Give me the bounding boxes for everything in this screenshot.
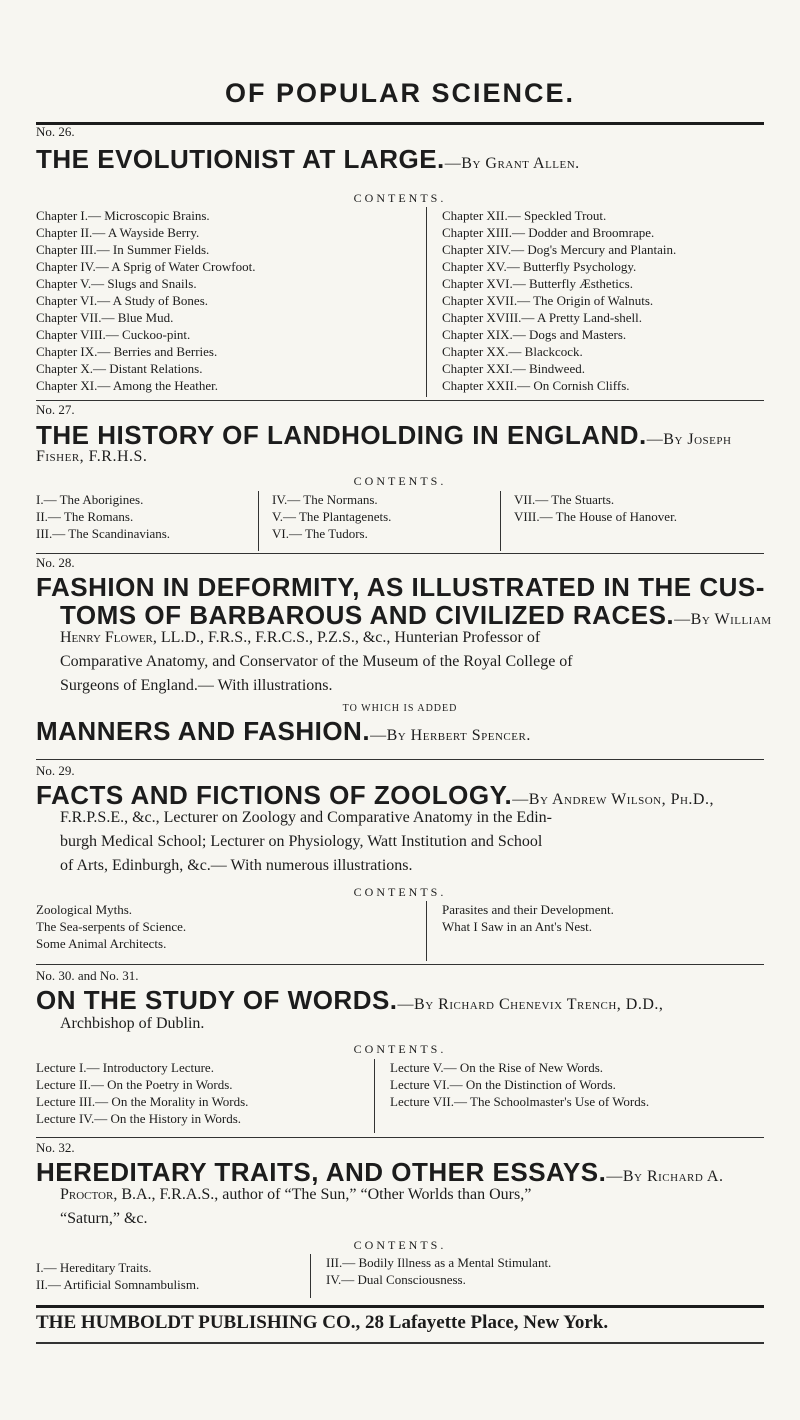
contents-column — [442, 901, 614, 935]
contents-column — [36, 1259, 199, 1293]
contents-heading: CONTENTS. — [353, 1238, 447, 1252]
column-divider — [258, 491, 259, 551]
book-author: —By Grant Allen. — [444, 155, 580, 172]
list-item: Chapter XX.— Blackcock. — [442, 344, 583, 359]
column-divider — [426, 207, 427, 397]
book-title: HEREDITARY TRAITS, AND OTHER ESSAYS. — [36, 1157, 607, 1187]
list-item: Chapter XIX.— Dogs and Masters. — [442, 327, 627, 342]
book-title: FACTS AND FICTIONS OF ZOOLOGY. — [36, 780, 513, 810]
list-item: Chapter XIII.— Dodder and Broomrape. — [442, 225, 655, 240]
contents-column — [272, 491, 391, 542]
list-item: Chapter I.— Microscopic Brains. — [36, 208, 210, 223]
book-title-line — [36, 420, 731, 451]
contents-column — [36, 207, 255, 394]
contents-column — [36, 491, 170, 542]
book-title: FASHION IN DEFORMITY, AS ILLUSTRATED IN THE CUS- — [36, 572, 765, 602]
contents-column — [514, 491, 677, 525]
list-item: Lecture VII.— The Schoolmaster's Use of Words. — [390, 1094, 650, 1109]
divider — [36, 1137, 764, 1138]
divider — [36, 964, 764, 965]
author-credentials-line: Comparative Anatomy, and Conservator of the Museum of the Royal College of — [60, 653, 573, 670]
list-item: Lecture VI.— On the Distinction of Words. — [390, 1077, 616, 1092]
list-item: V.— The Plantagenets. — [272, 509, 392, 524]
list-item: Some Animal Architects. — [36, 936, 167, 951]
contents-column — [442, 207, 676, 394]
divider — [36, 122, 764, 125]
description-line: F.R.P.S.E., &c., Lecturer on Zoology and Comparative Anatomy in the Edin- — [60, 809, 552, 826]
list-item: IV.— The Normans. — [272, 492, 378, 507]
page-header: OF POPULAR SCIENCE. — [224, 78, 576, 108]
divider — [36, 553, 764, 554]
book-title: THE HISTORY OF LANDHOLDING IN ENGLAND. — [36, 420, 647, 450]
list-item: I.— The Aborigines. — [36, 492, 144, 507]
author-note-line: “Saturn,” &c. — [60, 1210, 148, 1227]
list-item: Zoological Myths. — [36, 902, 133, 917]
publisher-footer: THE HUMBOLDT PUBLISHING CO., 28 Lafayette Place, New York. — [36, 1312, 609, 1333]
book-description — [60, 806, 780, 878]
contents-heading: CONTENTS. — [353, 474, 447, 488]
list-item: Chapter VII.— Blue Mud. — [36, 310, 174, 325]
book-author: —By Richard A. — [606, 1168, 724, 1185]
list-item: Parasites and their Development. — [442, 902, 614, 917]
book-number: No. 32. — [36, 1140, 75, 1155]
list-item: Chapter II.— A Wayside Berry. — [36, 225, 200, 240]
book-author: —By Andrew Wilson, Ph.D., — [512, 791, 714, 808]
list-item: Chapter XXII.— On Cornish Cliffs. — [442, 378, 630, 393]
list-item: Lecture IV.— On the History in Words. — [36, 1111, 241, 1126]
author-name: Henry Flower — [60, 629, 153, 646]
description-line: of Arts, Edinburgh, &c.— With numerous illustrations. — [60, 857, 413, 874]
contents-heading: CONTENTS. — [353, 191, 447, 205]
list-item: Chapter VIII.— Cuckoo-pint. — [36, 327, 191, 342]
list-item: Lecture II.— On the Poetry in Words. — [36, 1077, 233, 1092]
list-item: Chapter XVII.— The Origin of Walnuts. — [442, 293, 654, 308]
book-author: —By William — [674, 611, 772, 628]
column-divider — [500, 491, 501, 551]
list-item: Chapter XV.— Butterfly Psychology. — [442, 259, 637, 274]
column-divider — [426, 901, 427, 961]
list-item: Lecture I.— Introductory Lecture. — [36, 1060, 214, 1075]
divider — [36, 400, 764, 401]
list-item: Chapter V.— Slugs and Snails. — [36, 276, 197, 291]
column-divider — [374, 1059, 375, 1133]
list-item: IV.— Dual Consciousness. — [326, 1272, 466, 1287]
book-title-line — [36, 144, 580, 175]
book-author-continued: Fisher, F.R.H.S. — [36, 448, 148, 465]
author-note: Archbishop of Dublin. — [60, 1015, 205, 1032]
divider — [36, 1342, 764, 1344]
list-item: Chapter XI.— Among the Heather. — [36, 378, 218, 393]
contents-column — [36, 901, 186, 952]
list-item: What I Saw in an Ant's Nest. — [442, 919, 593, 934]
contents-column — [390, 1059, 649, 1110]
book-title: MANNERS AND FASHION. — [36, 716, 371, 746]
list-item: II.— Artificial Somnambulism. — [36, 1277, 200, 1292]
contents-column — [36, 1059, 248, 1127]
book-number: No. 26. — [36, 124, 75, 139]
book-author: —By Richard Chenevix Trench, D.D., — [397, 996, 664, 1013]
book-author: —By Joseph — [646, 431, 732, 448]
author-name: Proctor — [60, 1186, 114, 1203]
contents-heading: CONTENTS. — [353, 885, 447, 899]
list-item: Chapter XIV.— Dog's Mercury and Plantain. — [442, 242, 677, 257]
added-label: TO WHICH IS ADDED — [342, 703, 458, 714]
list-item: Chapter III.— In Summer Fields. — [36, 242, 210, 257]
book-title: THE EVOLUTIONIST AT LARGE. — [36, 144, 445, 174]
list-item: Chapter XII.— Speckled Trout. — [442, 208, 607, 223]
list-item: Chapter XVI.— Butterfly Æsthetics. — [442, 276, 633, 291]
book-number: No. 28. — [36, 555, 75, 570]
list-item: Lecture V.— On the Rise of New Words. — [390, 1060, 604, 1075]
divider — [36, 759, 764, 760]
list-item: I.— Hereditary Traits. — [36, 1260, 152, 1275]
book-description — [60, 1183, 531, 1231]
column-divider — [310, 1254, 311, 1298]
description-line: burgh Medical School; Lecturer on Physiology, Watt Institution and School — [60, 833, 543, 850]
book-number: No. 30. and No. 31. — [36, 968, 139, 983]
list-item: VIII.— The House of Hanover. — [514, 509, 677, 524]
contents-column — [326, 1254, 551, 1288]
list-item: Chapter XXI.— Bindweed. — [442, 361, 585, 376]
author-credentials: , LL.D., F.R.S., F.R.C.S., P.Z.S., &c., Hunterian Professor of — [152, 629, 541, 646]
list-item: II.— The Romans. — [36, 509, 134, 524]
list-item: Chapter IX.— Berries and Berries. — [36, 344, 218, 359]
list-item: Chapter IV.— A Sprig of Water Crowfoot. — [36, 259, 256, 274]
book-title-line — [36, 716, 531, 747]
book-number: No. 27. — [36, 402, 75, 417]
list-item: The Sea-serpents of Science. — [36, 919, 187, 934]
list-item: Chapter XVIII.— A Pretty Land-shell. — [442, 310, 643, 325]
list-item: III.— The Scandinavians. — [36, 526, 171, 541]
book-title-continued: TOMS OF BARBAROUS AND CIVILIZED RACES. — [60, 600, 675, 630]
book-title: ON THE STUDY OF WORDS. — [36, 985, 398, 1015]
list-item: III.— Bodily Illness as a Mental Stimulant. — [326, 1255, 552, 1270]
list-item: Lecture III.— On the Morality in Words. — [36, 1094, 249, 1109]
book-author: —By Herbert Spencer. — [370, 727, 531, 744]
book-description — [60, 626, 780, 698]
list-item: VII.— The Stuarts. — [514, 492, 615, 507]
list-item: Chapter X.— Distant Relations. — [36, 361, 203, 376]
list-item: VI.— The Tudors. — [272, 526, 368, 541]
divider — [36, 1305, 764, 1308]
book-number: No. 29. — [36, 763, 75, 778]
author-note: , B.A., F.R.A.S., author of “The Sun,” “Other Worlds than Ours,” — [113, 1186, 532, 1203]
author-credentials-line: Surgeons of England.— With illustrations. — [60, 677, 333, 694]
list-item: Chapter VI.— A Study of Bones. — [36, 293, 209, 308]
contents-heading: CONTENTS. — [353, 1042, 447, 1056]
